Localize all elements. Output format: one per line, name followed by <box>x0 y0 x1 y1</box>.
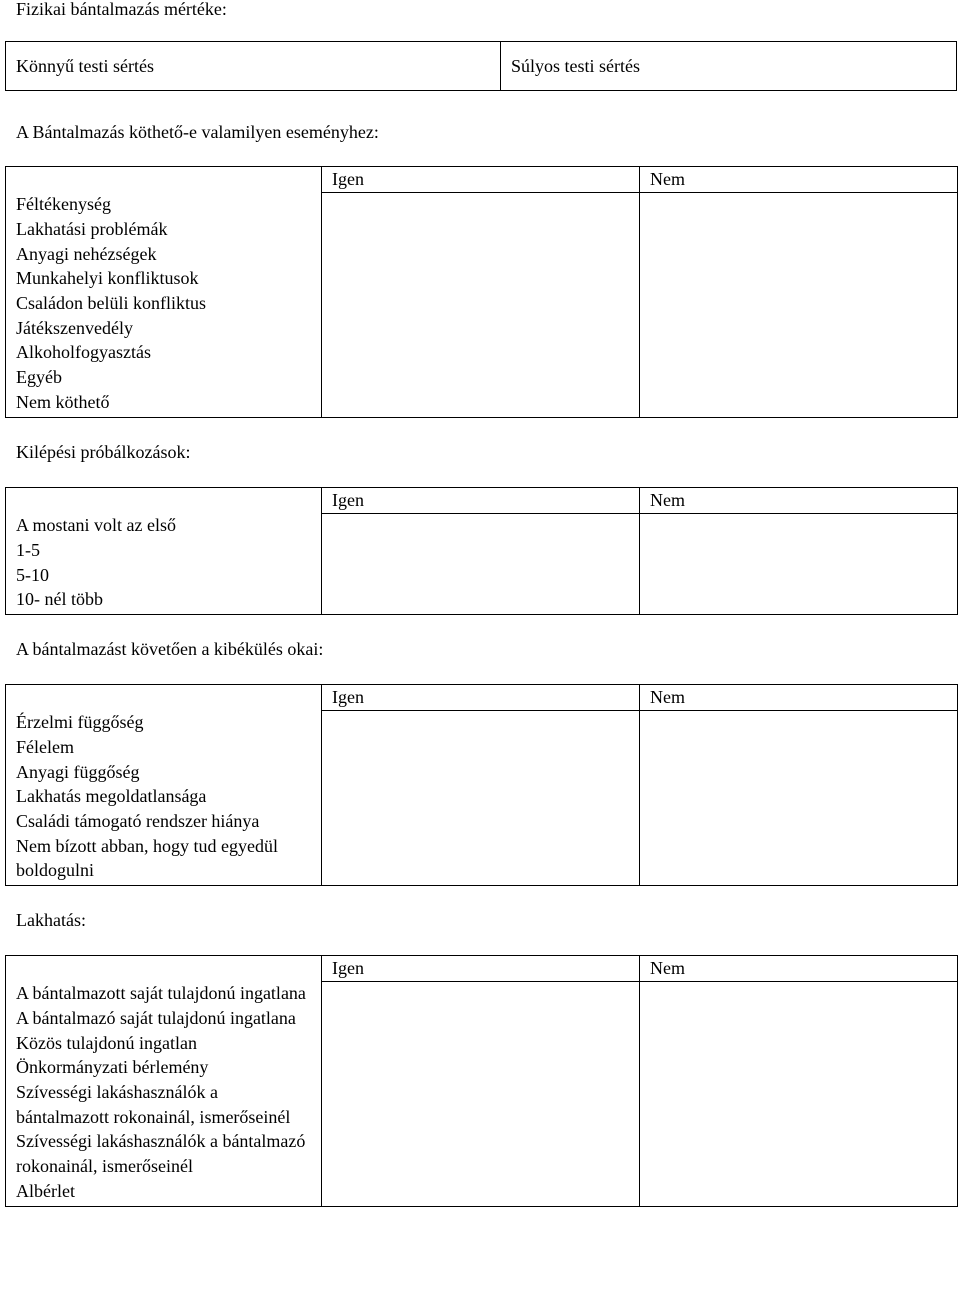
housing-item: Közös tulajdonú ingatlan <box>16 1032 197 1053</box>
attempt-item: 1-5 <box>16 539 40 560</box>
yes-answer-cell[interactable] <box>322 710 640 885</box>
section-title-housing: Lakhatás: <box>16 910 86 930</box>
column-header-yes: Igen <box>322 685 640 711</box>
event-item: Játékszenvedély <box>16 317 133 338</box>
housing-item: Önkormányzati bérlemény <box>16 1057 209 1078</box>
section-title-exit-attempts: Kilépési próbálkozások: <box>16 442 191 462</box>
column-header-yes: Igen <box>322 956 640 982</box>
event-item: Alkoholfogyasztás <box>16 342 151 363</box>
column-header-yes: Igen <box>322 488 640 514</box>
reason-item: Lakhatás megoldatlansága <box>16 786 207 807</box>
column-header-no: Nem <box>640 956 958 982</box>
attempt-item: 5-10 <box>16 564 49 585</box>
column-header-yes: Igen <box>322 167 640 193</box>
attempt-item: A mostani volt az első <box>16 515 176 536</box>
option-minor-injury[interactable]: Könnyű testi sértés <box>6 42 501 91</box>
event-item: Egyéb <box>16 367 62 388</box>
housing-item: Albérlet <box>16 1180 75 1201</box>
section-title-injury-severity: Fizikai bántalmazás mértéke: <box>16 0 227 19</box>
reason-item: Érzelmi függőség <box>16 712 144 733</box>
no-answer-cell[interactable] <box>640 710 958 885</box>
housing-item: A bántalmazó saját tulajdonú ingatlana <box>16 1007 296 1028</box>
yes-answer-cell[interactable] <box>322 513 640 614</box>
exit-attempts-table <box>5 487 958 615</box>
yes-answer-cell[interactable] <box>322 981 640 1206</box>
event-item: Féltékenység <box>16 194 111 215</box>
column-header-no: Nem <box>640 685 958 711</box>
reason-item: Családi támogató rendszer hiánya <box>16 811 260 832</box>
section-title-reconciliation-reasons: A bántalmazást követően a kibékülés okai: <box>16 639 324 659</box>
reason-item: Félelem <box>16 736 74 757</box>
injury-severity-table <box>5 41 957 91</box>
section-title-event-link: A Bántalmazás köthető-e valamilyen eseményhez: <box>16 122 379 142</box>
reason-item: Anyagi függőség <box>16 761 140 782</box>
event-item: Nem köthető <box>16 391 110 412</box>
event-item: Lakhatási problémák <box>16 218 168 239</box>
event-item: Munkahelyi konfliktusok <box>16 268 199 289</box>
no-answer-cell[interactable] <box>640 981 958 1206</box>
no-answer-cell[interactable] <box>640 192 958 417</box>
yes-answer-cell[interactable] <box>322 192 640 417</box>
housing-table <box>5 955 958 1207</box>
event-link-table <box>5 166 958 418</box>
housing-item: A bántalmazott saját tulajdonú ingatlana <box>16 983 306 1004</box>
column-header-no: Nem <box>640 167 958 193</box>
event-item: Anyagi nehézségek <box>16 243 157 264</box>
event-item: Családon belüli konfliktus <box>16 293 206 314</box>
reconciliation-reasons-table <box>5 684 958 886</box>
no-answer-cell[interactable] <box>640 513 958 614</box>
housing-item: Szívességi lakáshasználók a bántalmazott rokonainál, ismerőseinél <box>16 1082 291 1127</box>
attempt-item: 10- nél több <box>16 589 103 610</box>
option-severe-injury[interactable]: Súlyos testi sértés <box>501 42 957 91</box>
housing-item: Szívességi lakáshasználók a bántalmazó rokonainál, ismerőseinél <box>16 1131 306 1177</box>
reason-item: Nem bízott abban, hogy tud egyedül boldogulni <box>16 835 278 881</box>
column-header-no: Nem <box>640 488 958 514</box>
